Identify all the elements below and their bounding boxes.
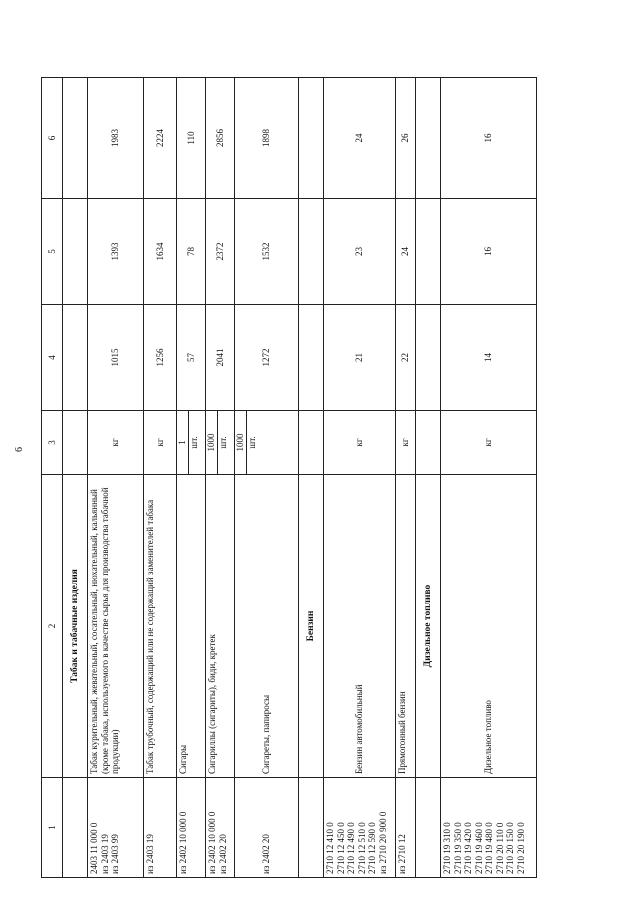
unit-cell: кг	[441, 411, 537, 475]
name-cell: Бензин автомобильный	[324, 475, 396, 778]
value-cell: 1983	[88, 78, 144, 199]
code: из 2402 10 000 0	[178, 811, 188, 874]
code-cell	[177, 778, 206, 878]
code: 2710 19 480 0	[484, 822, 494, 874]
value-cell: 1393	[88, 199, 144, 305]
code-cell	[88, 778, 144, 878]
code: 2710 20 150 0	[505, 822, 515, 874]
table-row	[441, 78, 537, 878]
value-cell: 110	[177, 78, 206, 199]
header-row	[42, 78, 63, 878]
value-cell: 22	[396, 305, 416, 411]
code-cell	[235, 778, 299, 878]
unit-cell	[177, 411, 206, 475]
unit-label: шт.	[188, 436, 199, 449]
header-cell: 2	[42, 475, 63, 778]
value-cell: 23	[324, 199, 396, 305]
value-cell: 21	[324, 305, 396, 411]
value-cell: 1532	[235, 199, 299, 305]
value-cell: 24	[324, 78, 396, 199]
value-cell: 78	[177, 199, 206, 305]
code: 2710 20 190 0	[515, 822, 526, 874]
code: из 2402 10 000 0	[207, 811, 217, 874]
value-cell: 24	[396, 199, 416, 305]
table-row	[206, 78, 235, 878]
code: 2403 11 000 0	[89, 822, 99, 874]
value-cell: 2041	[206, 305, 235, 411]
code-cell	[396, 778, 416, 878]
code: 2710 20 110 0	[494, 822, 505, 874]
unit-cell: кг	[396, 411, 416, 475]
unit-quantity: 1	[177, 411, 189, 474]
code-cell	[206, 778, 235, 878]
value-cell: 16	[441, 199, 537, 305]
code: из 2710 12	[397, 834, 407, 874]
name-cell: Табак курительный, жевательный, сосательный, нюхательный, кальянный (кроме табака, используемого в качестве сырья для производства табачной продукции)	[88, 475, 144, 778]
unit-cell	[206, 411, 235, 475]
value-cell: 1272	[235, 305, 299, 411]
unit-cell: кг	[324, 411, 396, 475]
header-cell: 3	[42, 411, 63, 475]
section-row-diesel	[416, 78, 441, 878]
code: 2710 12 490 0	[346, 822, 356, 874]
section-title: Дизельное топливо	[416, 475, 441, 778]
code: из 2402 20	[217, 834, 228, 874]
tariff-table	[41, 77, 537, 878]
value-cell: 26	[396, 78, 416, 199]
unit-label: шт.	[246, 436, 257, 449]
header-cell: 6	[42, 78, 63, 199]
code: 2710 12 510 0	[356, 822, 367, 874]
unit-quantity: 1000	[206, 411, 218, 474]
section-title: Табак и табачные изделия	[63, 475, 88, 778]
code: 2710 19 460 0	[473, 822, 484, 874]
value-cell: 14	[441, 305, 537, 411]
unit-cell	[235, 411, 299, 475]
name-cell: Табак трубочный, содержащий или не содержащий заменителей табака	[144, 475, 177, 778]
table-row	[144, 78, 177, 878]
code: 2710 12 410 0	[325, 822, 335, 874]
section-row-petrol	[299, 78, 324, 878]
value-cell: 2856	[206, 78, 235, 199]
table-row	[235, 78, 299, 878]
name-cell: Сигареты, папиросы	[235, 475, 299, 778]
name-cell: Сигары	[177, 475, 206, 778]
code-cell	[144, 778, 177, 878]
value-cell: 57	[177, 305, 206, 411]
unit-label: шт.	[217, 436, 228, 449]
code: из 2403 19	[99, 834, 110, 874]
code: из 2403 99	[110, 834, 120, 874]
value-cell: 16	[441, 78, 537, 199]
value-cell: 2224	[144, 78, 177, 199]
section-row-tobacco	[63, 78, 88, 878]
code-cell	[441, 778, 537, 878]
header-cell: 1	[42, 778, 63, 878]
table-row	[88, 78, 144, 878]
rotated-page	[41, 78, 608, 878]
value-cell: 2372	[206, 199, 235, 305]
table-row	[324, 78, 396, 878]
name-cell: Дизельное топливо	[441, 475, 537, 778]
section-title: Бензин	[299, 475, 324, 778]
unit-cell: кг	[88, 411, 144, 475]
code: 2710 12 590 0	[367, 822, 377, 874]
code: 2710 19 350 0	[452, 822, 463, 874]
name-cell: Прямогонный бензин	[396, 475, 416, 778]
value-cell: 1015	[88, 305, 144, 411]
code-cell	[324, 778, 396, 878]
value-cell: 1634	[144, 199, 177, 305]
value-cell: 1256	[144, 305, 177, 411]
table-row	[177, 78, 206, 878]
code: 2710 19 420 0	[463, 822, 473, 874]
unit-cell: кг	[144, 411, 177, 475]
table-row	[396, 78, 416, 878]
page-number: 6	[14, 447, 25, 452]
name-cell: Сигариллы (сигариты), биди, кретек	[206, 475, 235, 778]
code: 2710 12 450 0	[335, 822, 346, 874]
code: из 2710 20 900 0	[377, 811, 388, 874]
code: из 2402 20	[261, 834, 272, 874]
value-cell: 1898	[235, 78, 299, 199]
code: из 2403 19	[145, 834, 155, 874]
header-cell: 4	[42, 305, 63, 411]
header-cell: 5	[42, 199, 63, 305]
unit-quantity: 1000	[235, 411, 247, 474]
code: 2710 19 310 0	[442, 822, 452, 874]
